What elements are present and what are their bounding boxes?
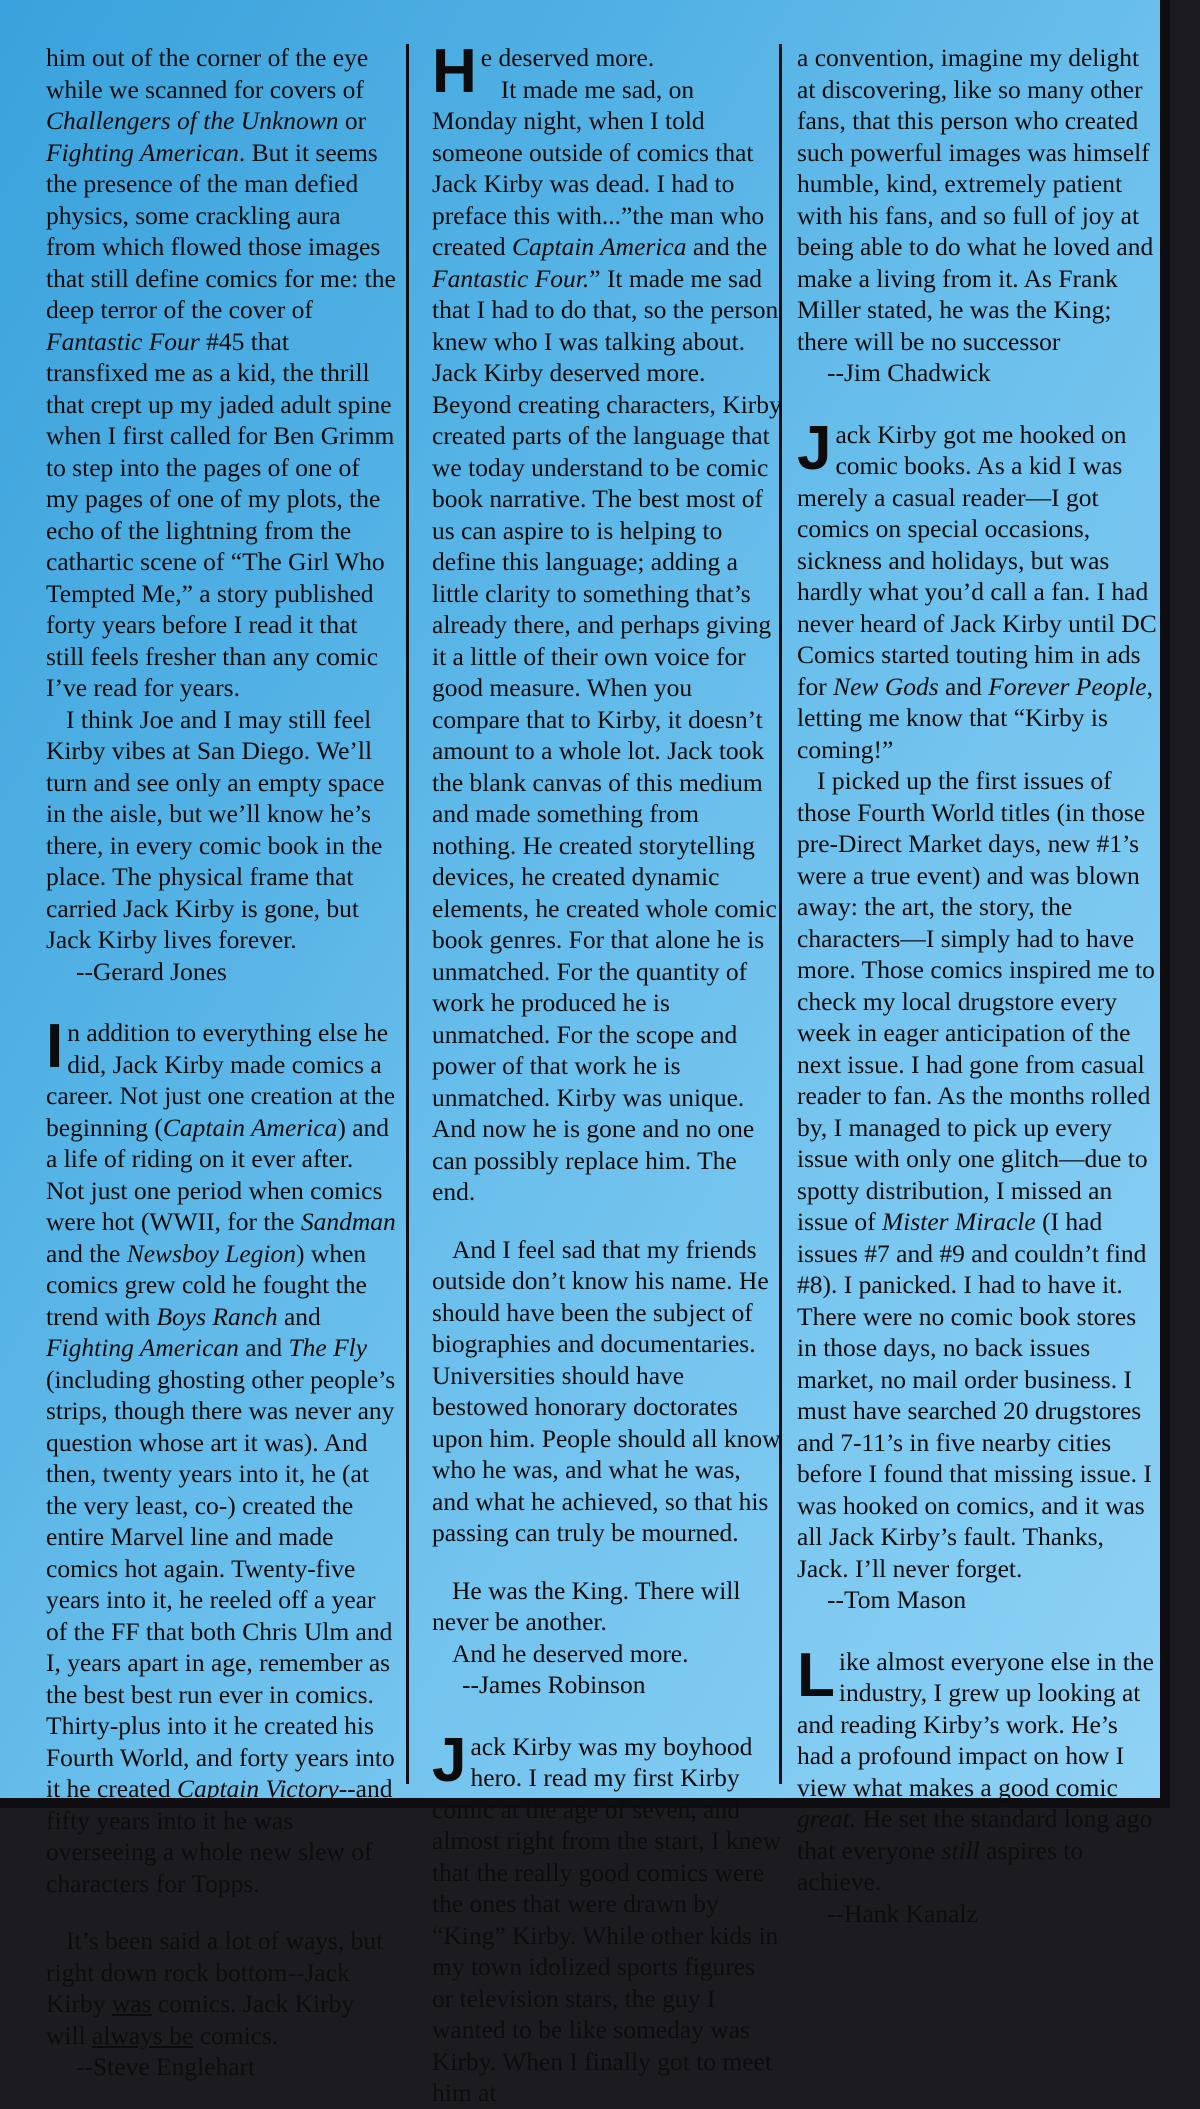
column-1 — [46, 42, 396, 2083]
drop-cap: H — [432, 37, 477, 106]
drop-cap: J — [797, 413, 832, 483]
tribute-englehart: In addition to everything else he did, Jack Kirby made comics a career. Not just one creation at the beginning (Captain America) and a life of riding on it ever after. Not just one period when comics were hot (WWII, for the Sandman and the Newsboy Legion) when comics grew cold he fought the trend with Boys Ranch and Fighting American and The Fly (including ghosting other people’s strips, though there was never any question whose art it was). And then, twenty years into it, he (at the very least, co-) created the entire Marvel line and made comics hot again. Twenty-five years into it, he reeled off a year of the FF that both Chris Ulm and I, years apart in age, remember as the best best run ever in comics. Thirty-plus into it he created his Fourth World, and forty years into it he created Captain Victory--and fifty years into it he was overseeing a whole new slew of characters for Topps. — [46, 1012, 396, 1898]
tribute-kanalz: Like almost everyone else in the industry, I grew up looking at and reading Kirby’s work. He’s had a profound impact on how I view what makes a good comic great. He set the standard long ago that everyone still aspires to achieve. — [797, 1640, 1154, 1896]
tribute-robinson-opening: He deserved more. — [432, 37, 655, 106]
tribute-mason: Jack Kirby got me hooked on comic books. As a kid I was merely a casual reader—I got comics on special occasions, sickness and holidays, but was hardly what you’d call a fan. I had never heard of Jack Kirby until DC Comics started touting him in ads for New Gods and Forever People, letting me know that “Kirby is coming!” — [797, 413, 1157, 764]
signature-steve-englehart: --Steve Englehart — [76, 2052, 256, 2081]
drop-cap: L — [797, 1640, 835, 1710]
column-3 — [797, 42, 1157, 1929]
column-divider-left — [406, 44, 409, 1784]
drop-cap: J — [432, 1725, 467, 1795]
drop-cap: I — [46, 1012, 64, 1081]
tribute-jones-continued: him out of the corner of the eye while we scanned for covers of Challengers of the Unknown or Fighting American. But it seems the presence of the man defied physics, some crackling aura from which flowed those images that still define comics for me: the deep terror of the cover of Fantastic Four #45 that transfixed me as a kid, the thrill that crept up my jaded adult spine when I first called for Ben Grimm to step into the pages of one of my pages of one of my plots, the echo of the lightning from the cathartic scene of “The Girl Who Tempted Me,” a story published forty years before I read it that still feels fresher than any comic I’ve read for years. — [46, 43, 396, 702]
signature-gerard-jones: --Gerard Jones — [76, 956, 227, 986]
column-2 — [432, 37, 782, 2109]
signature-jim-chadwick: --Jim Chadwick — [827, 358, 991, 387]
tribute-englehart-closing: It’s been said a lot of ways, but right down rock bottom--Jack Kirby was comics. Jack Kirby will always be comics. — [46, 1926, 384, 2050]
tribute-chadwick: Jack Kirby was my boyhood hero. I read my first Kirby comic at the age of seven, and almost right from the start, I knew that the really good comics were the ones that were drawn by “King” Kirby. While other kids in my town idolized sports figures or television stars, the guy I wanted to be like someday was Kirby. When I finally got to meet him at — [432, 1725, 782, 2107]
signature-tom-mason: --Tom Mason — [827, 1585, 967, 1614]
tribute-mason-fourth-world: I picked up the first issues of those Fourth World titles (in those pre-Direct Market days, new #1’s were a true event) and was blown away: the art, the story, the characters—I simply had to have more. Those comics inspired me to check my local drugstore every week in eager anticipation of the next issue. I had gone from casual reader to fan. As the months rolled by, I managed to pick up every issue with only one glitch—due to spotty distribution, I missed an issue of Mister Miracle (I had issues #7 and #9 and couldn’t find #8). I panicked. I had to have it. There were no comic book stores in those days, no back issues market, no mail order business. I must have searched 20 drugstores and 7-11’s in five nearby cities before I found that missing issue. I was hooked on comics, and it was all Jack Kirby’s fault. Thanks, Jack. I’ll never forget. — [797, 766, 1155, 1583]
signature-hank-kanalz: --Hank Kanalz — [827, 1898, 978, 1928]
tribute-jones-closing: I think Joe and I may still feel Kirby vibes at San Diego. We’ll turn and see only an empty space in the aisle, but we’ll know he’s there, in every comic book in the place. The physical frame that carried Jack Kirby is gone, but Jack Kirby lives forever. — [46, 704, 385, 954]
tribute-robinson-feel-sad: And I feel sad that my friends outside don’t know his name. He should have been the subject of biographies and documentaries. Universities should have bestowed honorary doctorates upon him. People should all know who he was, and what he was, and what he achieved, so that his passing can truly be mourned. — [432, 1234, 781, 1547]
tribute-robinson-body: It made me sad, on Monday night, when I told someone outside of comics that Jack Kirby was dead. I had to preface this with...”the man who created Captain America and the Fantastic Four.” It made me sad that I had to do that, so the person knew who I was talking about. Jack Kirby deserved more. Beyond creating characters, Kirby created parts of the language that we today understand to be comic book narrative. The best most of us can aspire to is helping to define this language; adding a little clarity to something that’s already there, and perhaps giving it a little of their own voice for good measure. When you compare that to Kirby, it doesn’t amount to a whole lot. Jack took the blank canvas of this medium and made something from nothing. He created storytelling devices, he created dynamic elements, he created whole comic book genres. For that alone he is unmatched. For the quantity of work he produced he is unmatched. For the scope and power of that work he is unmatched. Kirby was unique. And now he is gone and no one can possibly replace him. The end. — [432, 74, 782, 1206]
tribute-robinson-king: He was the King. There will never be another. — [432, 1575, 741, 1636]
tribute-chadwick-continued: a convention, imagine my delight at discovering, like so many other fans, that this person who created such powerful images was himself humble, kind, extremely patient with his fans, and so full of joy at being able to do what he loved and make a living from it. As Frank Miller stated, he was the King; there will be no successor — [797, 43, 1154, 356]
tribute-robinson-deserved: And he deserved more. — [452, 1638, 689, 1668]
signature-james-robinson: --James Robinson — [462, 1670, 646, 1699]
